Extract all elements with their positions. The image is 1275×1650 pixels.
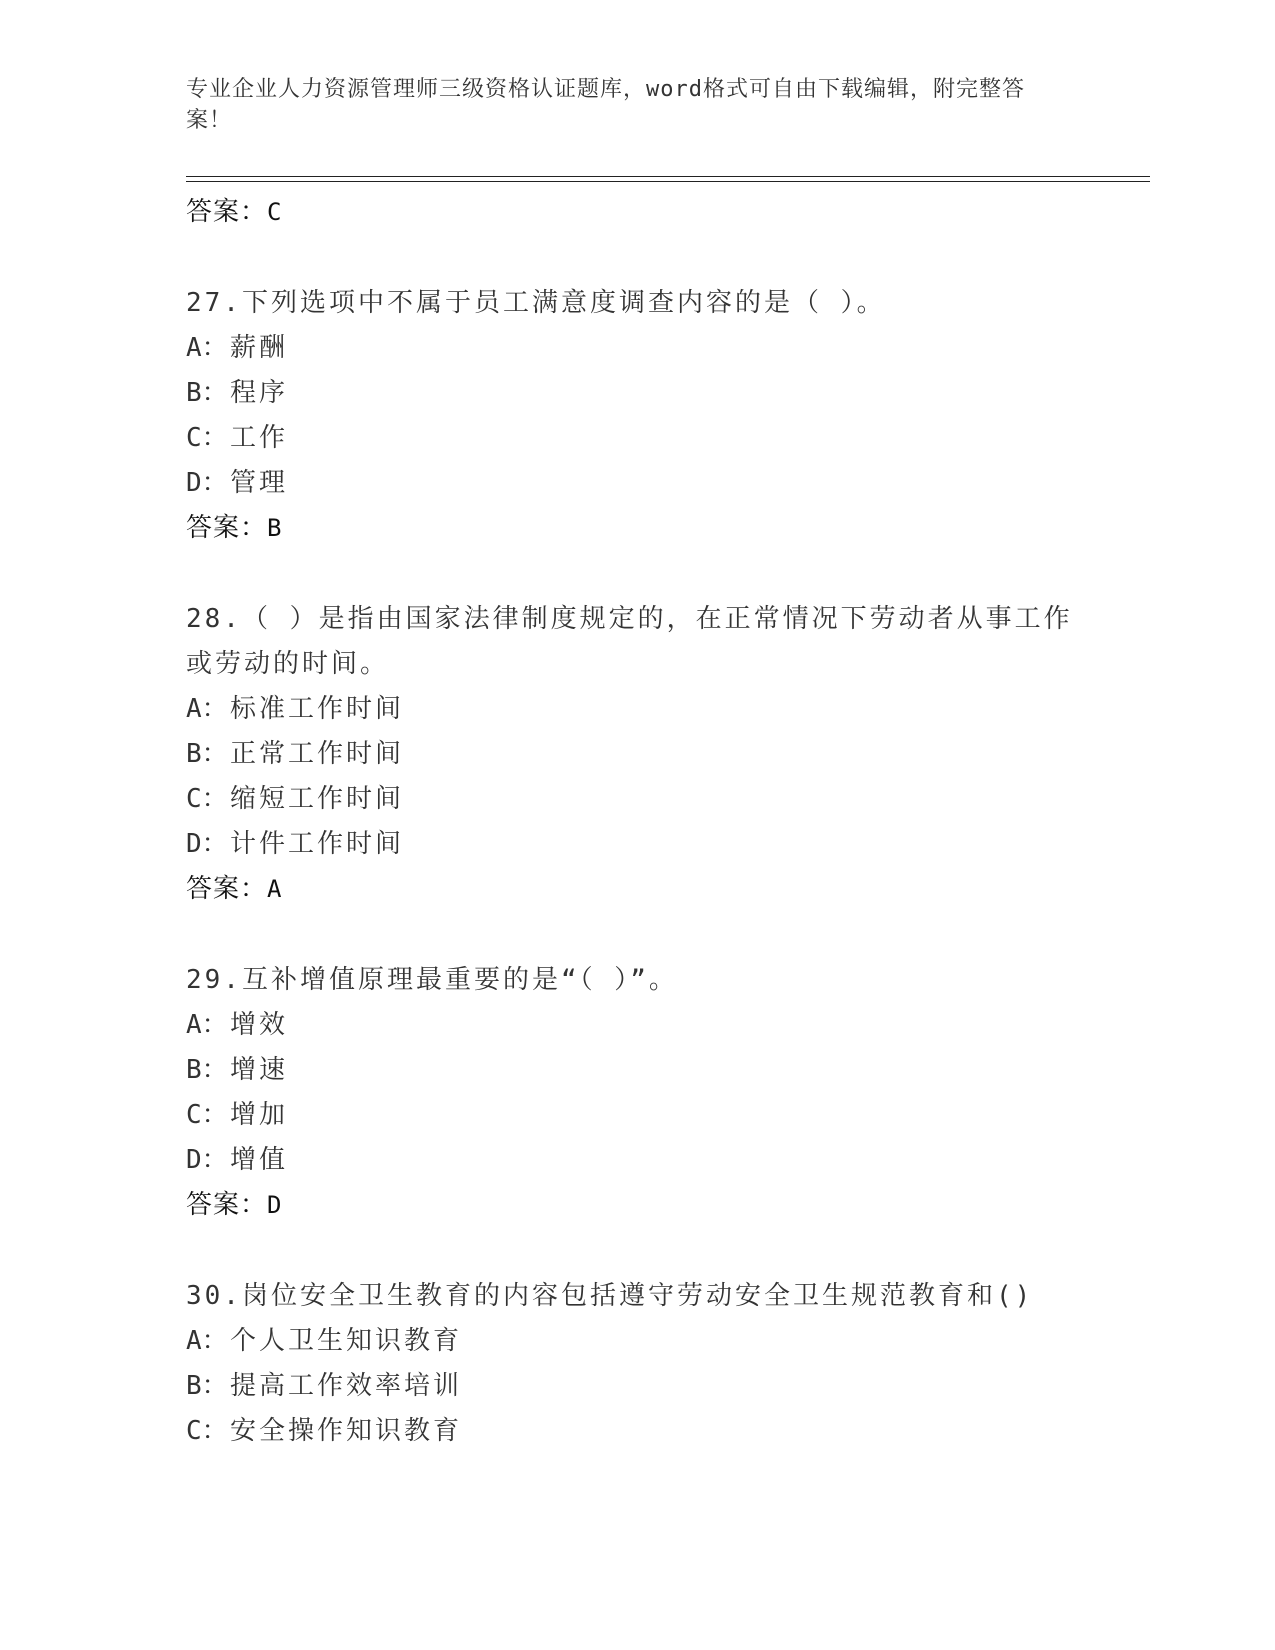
answer-line: 答案：B [186, 513, 283, 543]
question-text: 27.下列选项中不属于员工满意度调查内容的是（ ）。 [186, 288, 886, 318]
option-c: C：增加 [186, 1100, 289, 1130]
question-text: 28.（ ）是指由国家法律制度规定的，在正常情况下劳动者从事工作或劳动的时间。 [186, 604, 1073, 679]
answer-line: 答案：C [186, 197, 283, 227]
question-text: 29.互补增值原理最重要的是“（ ）”。 [186, 965, 678, 995]
option-d: D：增值 [186, 1145, 289, 1175]
option-b: B：程序 [186, 378, 289, 408]
option-a: A：标准工作时间 [186, 694, 405, 724]
option-c: C：缩短工作时间 [186, 784, 405, 814]
option-a: A：增效 [186, 1010, 289, 1040]
option-d: D：计件工作时间 [186, 829, 405, 859]
option-d: D：管理 [186, 468, 289, 498]
option-a: A：薪酬 [186, 333, 289, 363]
option-b: B：正常工作时间 [186, 739, 405, 769]
option-a: A：个人卫生知识教育 [186, 1326, 463, 1356]
answer-line: 答案：D [186, 1190, 283, 1220]
question-text: 30.岗位安全卫生教育的内容包括遵守劳动安全卫生规范教育和() [186, 1281, 1034, 1311]
option-c: C：安全操作知识教育 [186, 1416, 463, 1446]
answer-line: 答案：A [186, 874, 283, 904]
option-b: B：增速 [186, 1055, 289, 1085]
header-divider-top [186, 176, 1150, 177]
question-list [186, 190, 1086, 1454]
header-divider-bottom [186, 181, 1150, 182]
option-c: C：工作 [186, 423, 289, 453]
page-header: 专业企业人力资源管理师三级资格认证题库，word格式可自由下载编辑，附完整答案！ [186, 77, 1025, 133]
option-b: B：提高工作效率培训 [186, 1371, 463, 1401]
